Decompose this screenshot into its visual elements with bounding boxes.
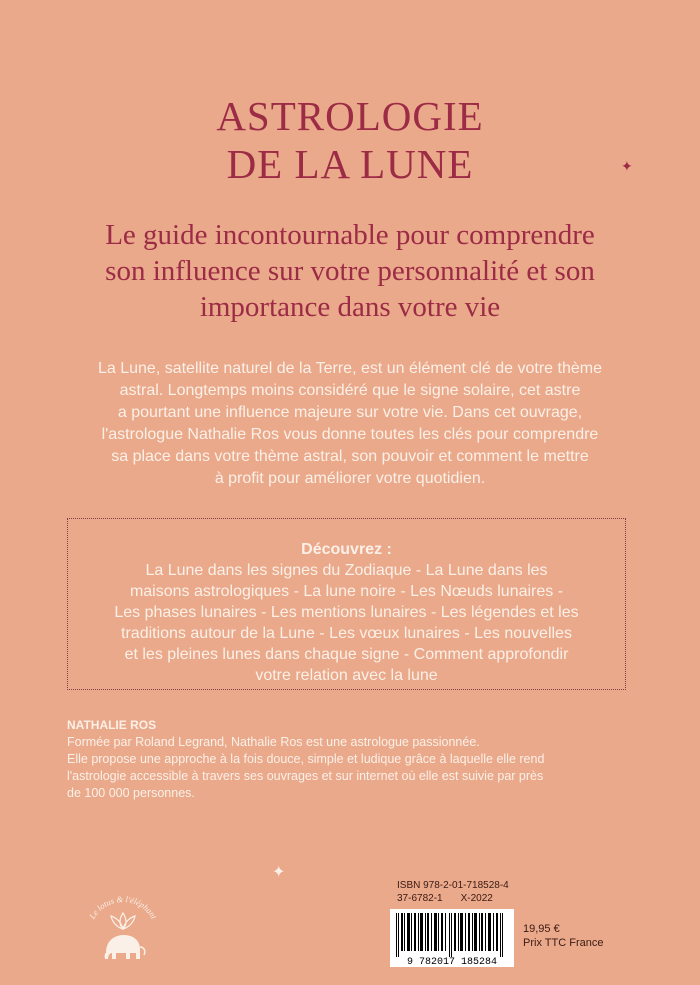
- price-block: [523, 922, 603, 950]
- author-bio-line: l'astrologie accessible à travers ses ouvrages et sur internet où elle est suivie par près: [67, 769, 544, 783]
- barcode: [390, 909, 514, 967]
- discover-line: votre relation avec la lune: [255, 667, 438, 684]
- discover-heading: Découvrez :: [301, 541, 392, 558]
- sparkle-star-icon: ✦: [272, 864, 286, 881]
- title-line-2: DE LA LUNE: [226, 141, 474, 187]
- author-bio-line: Elle propose une approche à la fois douce, simple et ludique grâce à laquelle elle rend: [67, 752, 545, 766]
- book-title: [0, 92, 700, 188]
- discover-line: Les phases lunaires - Les mentions lunaires - Les légendes et les: [114, 604, 579, 621]
- discover-line: traditions autour de la Lune - Les vœux lunaires - Les nouvelles: [121, 625, 572, 642]
- subtitle-line-1: Le guide incontournable pour comprendre: [105, 219, 595, 251]
- discover-line: La Lune dans les signes du Zodiaque - La Lune dans les: [145, 562, 548, 579]
- description-line: sa place dans votre thème astral, son pouvoir et comment le mettre: [111, 448, 589, 465]
- discover-line: maisons astrologiques - La lune noire - Les Nœuds lunaires -: [129, 583, 564, 600]
- discover-line: et les pleines lunes dans chaque signe - Comment approfondir: [124, 646, 569, 663]
- price-amount: 19,95 €: [523, 923, 560, 935]
- barcode-digits: 9 782017 185284: [406, 957, 498, 967]
- isbn-block: [397, 879, 509, 905]
- publisher-logo-text: Le lotus & l'éléphant: [86, 893, 160, 921]
- subtitle-line-3: importance dans votre vie: [199, 291, 501, 323]
- subtitle-line-2: son influence sur votre personnalité et son: [105, 255, 595, 287]
- description-line: à profit pour améliorer votre quotidien.: [214, 470, 486, 487]
- description-line: La Lune, satellite naturel de la Terre, est un élément clé de votre thème: [97, 360, 602, 377]
- edition-code: X-2022: [460, 893, 493, 904]
- book-description: [60, 358, 640, 490]
- description-line: astral. Longtemps moins considéré que le signe solaire, cet astre: [119, 382, 581, 399]
- author-name: NATHALIE ROS: [67, 718, 157, 732]
- svg-text:Le lotus & l'éléphant: [86, 894, 159, 922]
- publisher-logo-icon: [78, 883, 168, 973]
- sparkle-star-icon: ✦: [621, 158, 633, 174]
- internal-code: 37-6782-1: [397, 893, 443, 904]
- discover-box: [67, 518, 626, 690]
- author-bio-line: Formée par Roland Legrand, Nathalie Ros est une astrologue passionnée.: [67, 735, 480, 749]
- title-line-1: ASTROLOGIE: [216, 93, 484, 139]
- isbn-number: ISBN 978-2-01-718528-4: [397, 880, 509, 891]
- author-bio: [67, 734, 647, 802]
- description-line: a pourtant une influence majeure sur votre vie. Dans cet ouvrage,: [117, 404, 583, 421]
- price-label: Prix TTC France: [523, 937, 604, 949]
- author-bio-line: de 100 000 personnes.: [67, 786, 195, 800]
- book-subtitle: [40, 217, 660, 325]
- description-line: l'astrologue Nathalie Ros vous donne toutes les clés pour comprendre: [101, 426, 599, 443]
